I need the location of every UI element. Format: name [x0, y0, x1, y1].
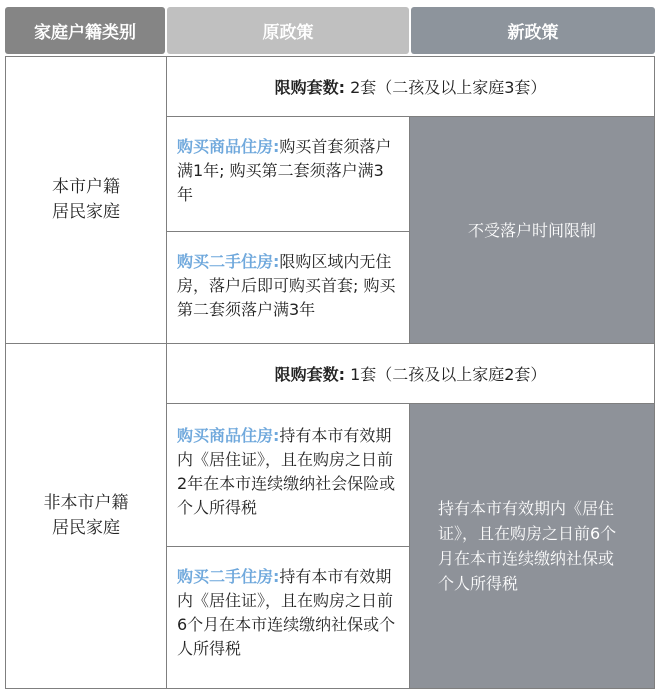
category-nonlocal-label: 非本市户籍 居民家庭 — [43, 493, 129, 538]
limit-label: 限购套数: — [274, 365, 345, 384]
category-local-label: 本市户籍 居民家庭 — [52, 177, 120, 222]
header-new-policy: 新政策 — [411, 7, 655, 54]
policy-text: 持有本市有效期内《居住证》，且在购房之日前6个月在本市连续缴纳社保或个人所得税 — [177, 567, 396, 658]
limit-value: 2套（二孩及以上家庭3套） — [350, 78, 547, 97]
category-local-household — [5, 56, 167, 344]
new-policy-nonlocal — [409, 403, 655, 689]
policy-text: 购买首套须落户满1年; 购买第二套须落户满3年 — [177, 137, 392, 204]
old-policy-nonlocal-new-house — [166, 403, 410, 547]
category-nonlocal-household — [5, 343, 167, 689]
policy-label: 购买商品住房: — [177, 426, 280, 445]
policy-text: 持有本市有效期内《居住证》，且在购房之日前2年在本市连续缴纳社会保险或个人所得税 — [177, 426, 396, 517]
limit-row-local — [166, 56, 655, 117]
limit-row-nonlocal — [166, 343, 655, 404]
old-policy-local-new-house — [166, 116, 410, 232]
header-old-policy: 原政策 — [167, 7, 409, 54]
limit-label: 限购套数: — [274, 78, 345, 97]
old-policy-local-second-hand — [166, 231, 410, 344]
policy-label: 购买二手住房: — [177, 252, 280, 271]
limit-value: 1套（二孩及以上家庭2套） — [350, 365, 547, 384]
new-policy-local — [409, 116, 655, 344]
header-category: 家庭户籍类别 — [5, 7, 165, 54]
new-policy-text: 持有本市有效期内《居住证》，且在购房之日前6个月在本市连续缴纳社保或个人所得税 — [438, 499, 617, 593]
policy-label: 购买二手住房: — [177, 567, 280, 586]
policy-text: 限购区域内无住房，落户后即可购买首套; 购买第二套须落户满3年 — [177, 252, 396, 319]
old-policy-nonlocal-second-hand — [166, 546, 410, 689]
new-policy-text: 不受落户时间限制 — [467, 220, 596, 240]
policy-label: 购买商品住房: — [177, 137, 280, 156]
